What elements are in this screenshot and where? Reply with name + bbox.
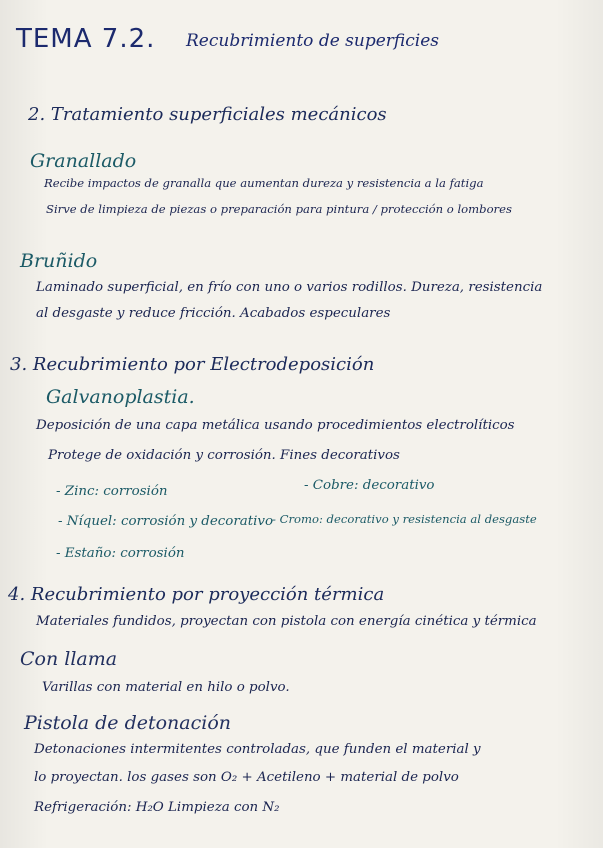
subheading-con-llama: Con llama [20, 648, 118, 670]
brunido-line-1: Laminado superficial, en frío con uno o varios rodillos. Dureza, resistencia [36, 280, 543, 295]
item-cobre: - Cobre: decorativo [304, 478, 435, 493]
detonacion-line-3: Refrigeración: H₂O Limpieza con N₂ [34, 800, 280, 815]
subheading-brunido: Bruñido [20, 250, 98, 272]
detonacion-line-1: Detonaciones intermitentes controladas, que funden el material y [34, 742, 481, 757]
item-niquel: - Níquel: corrosión y decorativo [58, 514, 274, 529]
granallado-line-2: Sirve de limpieza de piezas o preparación para pintura / protección o lombores [46, 202, 512, 216]
proyeccion-line-1: Materiales fundidos, proyectan con pistola con energía cinética y térmica [36, 614, 537, 629]
brunido-line-2: al desgaste y reduce fricción. Acabados especulares [36, 306, 391, 321]
galvanoplastia-line-2: Protege de oxidación y corrosión. Fines decorativos [48, 448, 400, 463]
item-estano: - Estaño: corrosión [56, 546, 185, 561]
item-zinc: - Zinc: corrosión [56, 484, 168, 499]
granallado-line-1: Recibe impactos de granalla que aumentan dureza y resistencia a la fatiga [44, 176, 484, 190]
subheading-galvanoplastia: Galvanoplastia. [46, 386, 195, 408]
detonacion-line-2: lo proyectan. los gases son O₂ + Acetileno + material de polvo [34, 770, 459, 785]
item-cromo: - Cromo: decorativo y resistencia al desgaste [272, 512, 537, 526]
subheading-granallado: Granallado [30, 150, 137, 172]
page-title: TEMA 7.2. [16, 24, 156, 54]
page-subtitle: Recubrimiento de superficies [186, 31, 439, 51]
section-heading-2: 2. Tratamiento superficiales mecánicos [28, 104, 387, 125]
galvanoplastia-line-1: Deposición de una capa metálica usando procedimientos electrolíticos [36, 418, 515, 433]
section-heading-3: 3. Recubrimiento por Electrodeposición [10, 354, 375, 375]
section-heading-4: 4. Recubrimiento por proyección térmica [8, 584, 385, 605]
llama-line-1: Varillas con material en hilo o polvo. [42, 680, 290, 695]
subheading-pistola-detonacion: Pistola de detonación [24, 712, 232, 734]
